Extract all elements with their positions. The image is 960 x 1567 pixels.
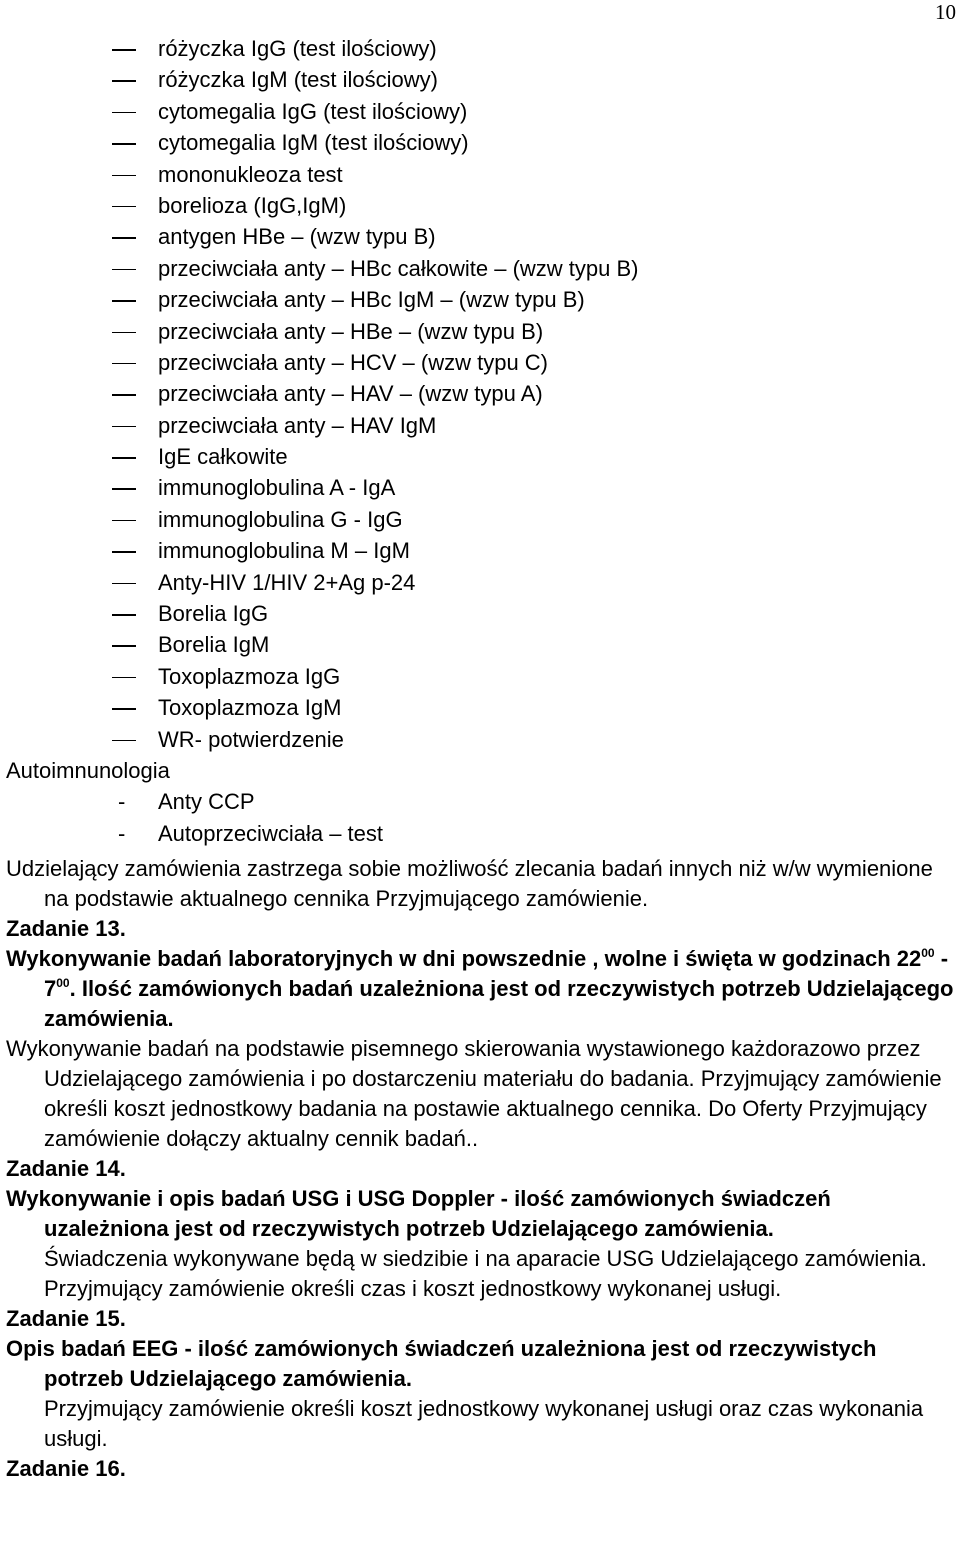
dash-bullet <box>112 394 136 396</box>
list-item <box>0 661 960 692</box>
list-item-text: przeciwciała anty – HAV – (wzw typu A) <box>158 381 543 407</box>
list-item-text: różyczka IgM (test ilościowy) <box>158 67 438 93</box>
list-item-text: przeciwciała anty – HCV – (wzw typu C) <box>158 349 549 375</box>
dash-bullet <box>112 614 136 616</box>
list-item-text: immunoglobulina M – IgM <box>158 538 410 564</box>
list-item-text: cytomegalia IgG (test ilościowy) <box>158 98 468 124</box>
list-item-text: Toxoplazmoza IgM <box>158 695 342 721</box>
test-list <box>0 33 960 849</box>
list-item <box>0 472 960 503</box>
list-item-text: Toxoplazmoza IgG <box>158 663 341 689</box>
list-item-text: immunoglobulina A - IgA <box>158 475 396 501</box>
list-item-text: przeciwciała anty – HAV IgM <box>158 412 437 438</box>
task14-title: Zadanie 14. <box>6 1156 126 1181</box>
dash-bullet <box>112 237 136 239</box>
dash-bullet <box>112 332 136 334</box>
dash-bullet <box>112 457 136 459</box>
dash-bullet <box>112 551 136 553</box>
dash-bullet <box>112 143 136 145</box>
dash-bullet <box>112 426 136 428</box>
dash-bullet <box>112 112 136 114</box>
task16-title: Zadanie 16. <box>6 1456 126 1481</box>
dash-bullet <box>112 740 136 742</box>
list-item <box>0 692 960 723</box>
list-item-text: WR- potwierdzenie <box>158 726 344 752</box>
list-item-text: immunoglobulina G - IgG <box>158 506 403 532</box>
autoimmunology-item <box>0 818 960 849</box>
list-item <box>0 33 960 64</box>
task13-title: Zadanie 13. <box>6 916 126 941</box>
dash-bullet <box>112 583 136 585</box>
list-item-text: borelioza (IgG,IgM) <box>158 192 347 218</box>
list-item <box>0 504 960 535</box>
list-item <box>0 96 960 127</box>
list-item <box>0 347 960 378</box>
list-item <box>0 724 960 755</box>
hyphen-bullet: - <box>118 820 126 846</box>
dash-bullet <box>112 708 136 710</box>
list-item-text: różyczka IgG (test ilościowy) <box>158 36 437 61</box>
dash-bullet <box>112 49 136 51</box>
list-item-text: Anty-HIV 1/HIV 2+Ag p-24 <box>158 569 416 595</box>
reservation-paragraph: Udzielający zamówienia zastrzega sobie możliwość zlecania badań innych niż w/w wymienione na podstawie aktualnego cennika Przyjmującego zamówienie. <box>6 856 933 911</box>
list-item <box>0 64 960 95</box>
dash-bullet <box>112 300 136 302</box>
document-body <box>6 854 956 1484</box>
task13-heading: Wykonywanie badań laboratoryjnych w dni powszednie , wolne i święta w godzinach $22^{00} - 7^{00}$. Ilość zamówionych badań uzależniona jest od rzeczywistych potrzeb Udzielającego zamówienia. <box>6 946 954 1031</box>
list-item <box>0 284 960 315</box>
dash-bullet <box>112 677 136 679</box>
dash-bullet <box>112 80 136 82</box>
list-item <box>0 410 960 441</box>
task15-heading: Opis badań EEG - ilość zamówionych świadczeń uzależniona jest od rzeczywistych potrzeb Udzielającego zamówienia. <box>6 1336 877 1391</box>
list-item <box>0 190 960 221</box>
list-item <box>0 378 960 409</box>
autoimmunology-item <box>0 786 960 817</box>
list-item-text: IgE całkowite <box>158 444 288 470</box>
dash-bullet <box>112 175 136 177</box>
autoimmunology-item-text: Anty CCP <box>158 789 255 815</box>
list-item-text: przeciwciała anty – HBc IgM – (wzw typu B) <box>158 287 585 313</box>
dash-bullet <box>112 363 136 365</box>
task15-title: Zadanie 15. <box>6 1306 126 1331</box>
dash-bullet <box>112 269 136 271</box>
autoimmunology-heading: Autoimnunologia <box>6 757 170 783</box>
list-item <box>0 253 960 284</box>
list-item-text: Borelia IgM <box>158 632 270 658</box>
task13-paragraph: Wykonywanie badań na podstawie pisemnego skierowania wystawionego każdorazowo przez Udzielającego zamówienia i po dostarczeniu materiału do badania. Przyjmujący zamówienie określi koszt jednostkowy badania na postawie aktualnego cennika. Do Oferty Przyjmujący zamówienie dołączy aktualny cennik badań.. <box>6 1036 942 1151</box>
list-item <box>0 127 960 158</box>
dash-bullet <box>112 520 136 522</box>
autoimmunology-item-text: Autoprzeciwciała – test <box>158 820 383 846</box>
page-number: 10 <box>935 0 956 24</box>
task14-heading: Wykonywanie i opis badań USG i USG Doppler - ilość zamówionych świadczeń uzależniona jest od rzeczywistych potrzeb Udzielającego zamówienia. <box>6 1186 831 1241</box>
list-item-text: przeciwciała anty – HBe – (wzw typu B) <box>158 318 544 344</box>
list-item <box>0 598 960 629</box>
list-item-text: cytomegalia IgM (test ilościowy) <box>158 130 469 156</box>
dash-bullet <box>112 206 136 208</box>
list-item <box>0 567 960 598</box>
list-item <box>0 159 960 190</box>
task15-paragraph: Przyjmujący zamówienie określi koszt jednostkowy wykonanej usługi oraz czas wykonania usługi. <box>44 1396 924 1451</box>
list-item-text: przeciwciała anty – HBc całkowite – (wzw typu B) <box>158 255 639 281</box>
list-item-text: antygen HBe – (wzw typu B) <box>158 224 436 250</box>
hyphen-bullet: - <box>118 789 126 815</box>
list-item <box>0 221 960 252</box>
list-item <box>0 441 960 472</box>
dash-bullet <box>112 645 136 647</box>
list-item-text: Borelia IgG <box>158 601 269 627</box>
list-item <box>0 535 960 566</box>
list-item-text: mononukleoza test <box>158 161 343 187</box>
list-item <box>0 629 960 660</box>
dash-bullet <box>112 488 136 490</box>
task14-paragraph: Świadczenia wykonywane będą w siedzibie i na aparacie USG Udzielającego zamówienia. Przyjmujący zamówienie określi czas i koszt jednostkowy wykonanej usługi. <box>44 1246 927 1301</box>
list-item <box>0 316 960 347</box>
